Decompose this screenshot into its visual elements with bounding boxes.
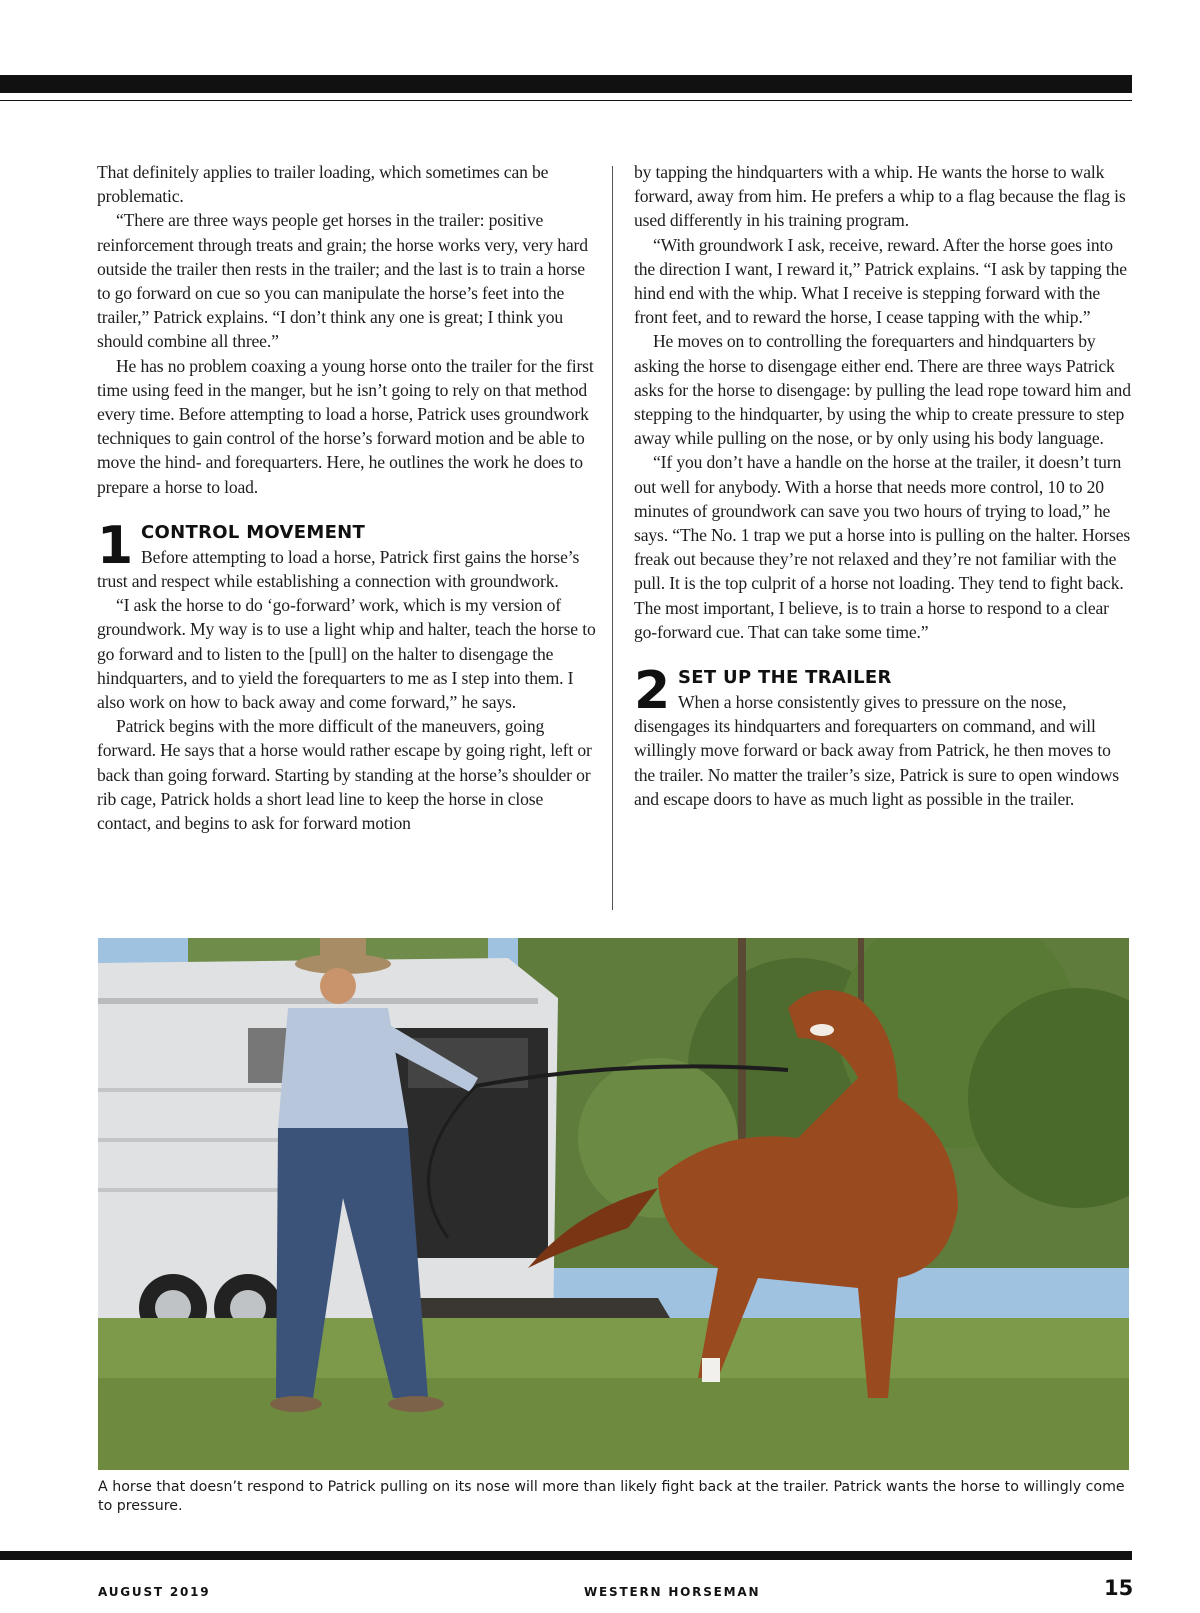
paragraph: Before attempting to load a horse, Patrick first gains the horse’s trust and respect while establishing a connection with groundwork. [97, 546, 580, 592]
paragraph: Patrick begins with the more difficult of the maneuvers, going forward. He says that a horse would rather escape by going right, left or back than going forward. Starting by standing at the horse’s shoulder or rib cage, Patrick holds a short lead line to keep the horse in close contact, and begins to ask for forward motion [97, 716, 592, 834]
paragraph: by tapping the hindquarters with a whip. He wants the horse to walk forward, away from him. He prefers a whip to a flag because the flag is used differently in his training program. [634, 162, 1126, 231]
paragraph: When a horse consistently gives to pressure on the nose, disengages its hindquarters and forequarters on command, and will willingly move forward or back away from Patrick, he then moves to the trailer. No matter the trailer’s size, Patrick is sure to open windows and escape doors to have as much light as possible in the trailer. [634, 692, 1119, 809]
section-control-movement [97, 515, 597, 835]
left-column [97, 160, 597, 835]
paragraph: That definitely applies to trailer loading, which sometimes can be problematic. [97, 162, 549, 207]
footer-publication: WESTERN HORSEMAN [584, 1585, 761, 1599]
right-column [634, 160, 1134, 811]
footer-date: AUGUST 2019 [98, 1585, 211, 1599]
paragraph: He moves on to controlling the forequarters and hindquarters by asking the horse to disengage either end. There are three ways Patrick asks for the horse to disengage: by pulling the lead rope toward him and stepping to the hindquarter, by using the whip to create pressure to step away while pulling on the nose, or by only using his body language. [634, 331, 1131, 449]
section-number: 1 [97, 515, 134, 576]
page-number: 15 [1104, 1576, 1134, 1600]
section-number: 2 [634, 661, 671, 722]
paragraph: “With groundwork I ask, receive, reward. After the horse goes into the direction I want, I reward it,” Patrick explains. “I ask by tapping the hind end with the whip. What I receive is stepping forward with the front feet, and to reward the horse, I cease tapping with the whip.” [634, 234, 1127, 328]
section-heading: CONTROL MOVEMENT [141, 521, 366, 543]
grass-foreground [98, 1378, 1129, 1470]
column-divider [612, 166, 613, 910]
top-rule-thick [0, 75, 1132, 93]
section-heading: SET UP THE TRAILER [678, 667, 892, 689]
section-set-up-trailer [634, 661, 1134, 811]
bottom-rule [0, 1551, 1132, 1560]
photo-caption: A horse that doesn’t respond to Patrick pulling on its nose will more than likely fight back at the trailer. Patrick wants the horse to willingly come to pressure. [98, 1479, 1125, 1514]
paragraph: He has no problem coaxing a young horse onto the trailer for the first time using feed in the manger, but he isn’t going to rely on that method every time. Before attempting to load a horse, Patrick uses groundwork techniques to gain control of the horse’s forward motion and be able to move the hind- and forequarters. Here, he outlines the work he does to prepare a horse to load. [97, 355, 594, 497]
paragraph: “There are three ways people get horses in the trailer: positive reinforcement through treats and grain; the horse works very, very hard outside the trailer then rests in the trailer; and the last is to train a horse to go forward on cue so you can manipulate the horse’s feet into the trailer,” Patrick explains. “I don’t think any one is great; I think you should combine all three.” [97, 210, 588, 352]
paragraph: “I ask the horse to do ‘go-forward’ work, which is my version of groundwork. My way is to use a light whip and halter, teach the horse to go forward and to listen to the [pull] on the halter to disengage the hindquarters, and to yield the forequarters to me as I step into them. I also work on how to back away and come forward,” he says. [97, 595, 596, 713]
paragraph: “If you don’t have a handle on the horse at the trailer, it doesn’t turn out well for anybody. With a horse that needs more control, 10 to 20 minutes of groundwork can save you two hours of trying to load,” he says. “The No. 1 trap we put a horse into is pulling on the halter. Horses freak out because they’re not relaxed and they’re not familiar with the pull. It is the top culprit of a horse not loading. They tend to fight back. The most important, I believe, is to train a horse to respond to a clear go-forward cue. That can take some time.” [634, 452, 1131, 642]
top-rule-thin [0, 100, 1132, 101]
horse-trailer-photo [98, 938, 1129, 1470]
photo-illustration [98, 938, 1129, 1470]
